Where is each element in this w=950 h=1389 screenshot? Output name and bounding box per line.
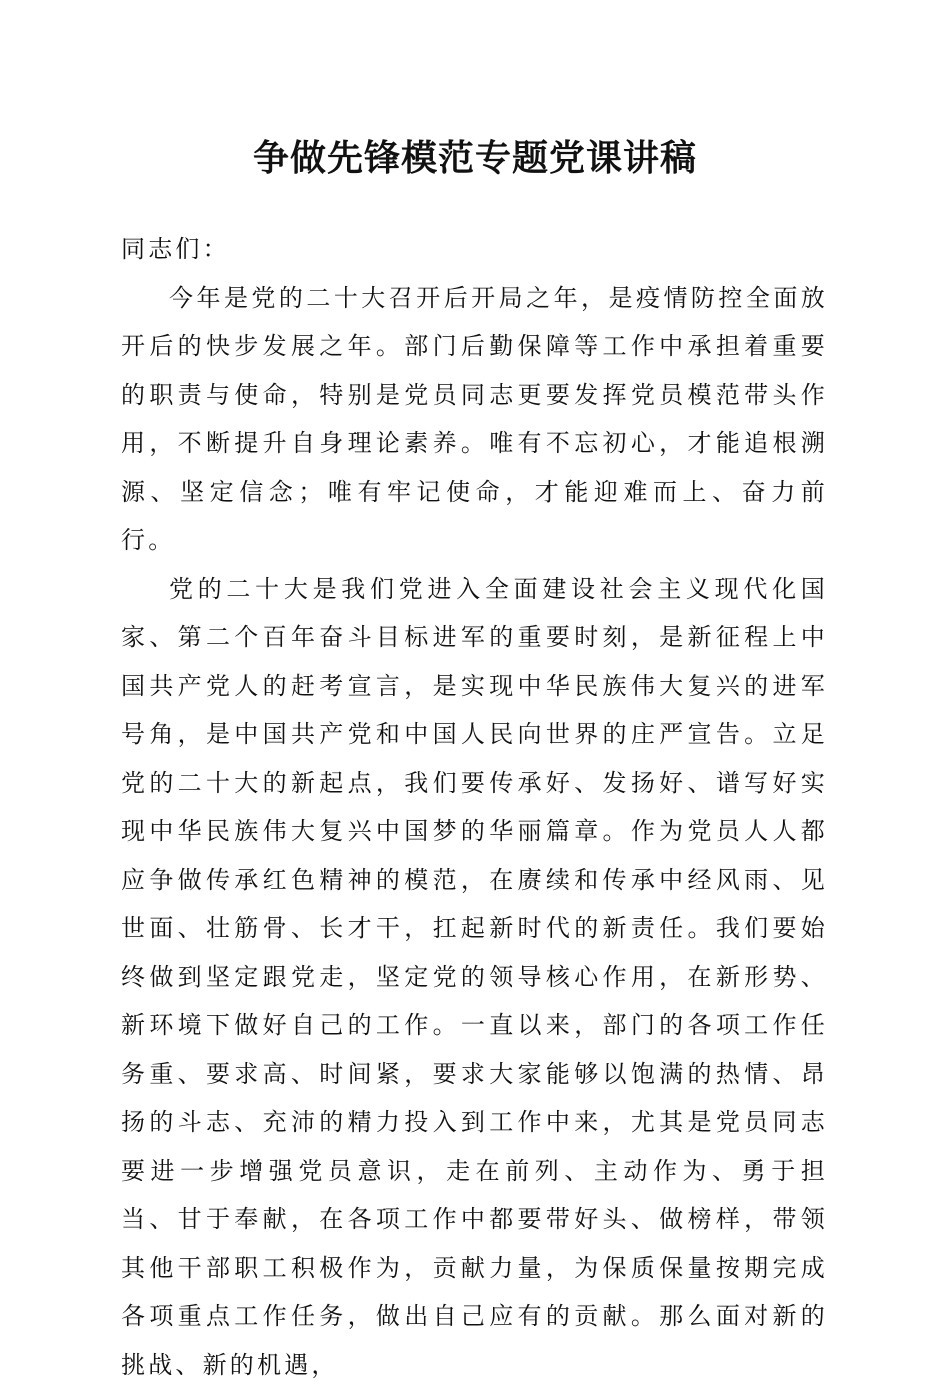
paragraph-2: 党的二十大是我们党进入全面建设社会主义现代化国家、第二个百年奋斗目标进军的重要时刻，是新征程上中国共产党人的赶考宣言，是实现中华民族伟大复兴的进军号角，是中国共产党和中国人民向世界的庄严宣告。立足党的二十大的新起点，我们要传承好、发扬好、谱写好实现中华民族伟大复兴中国梦的华丽篇章。作为党员人人都应争做传承红色精神的模范，在赓续和传承中经风雨、见世面、壮筋骨、长才干，扛起新时代的新责任。我们要始终做到坚定跟党走，坚定党的领导核心作用，在新形势、新环境下做好自己的工作。一直以来，部门的各项工作任务重、要求高、时间紧，要求大家能够以饱满的热情、昂扬的斗志、充沛的精力投入到工作中来，尤其是党员同志要进一步增强党员意识，走在前列、主动作为、勇于担当、甘于奉献，在各项工作中都要带好头、做榜样，带领其他干部职工积极作为，贡献力量，为保质保量按期完成各项重点工作任务，做出自己应有的贡献。那么面对新的挑战、新的机遇，	[121, 565, 828, 1389]
salutation: 同志们：	[121, 225, 828, 274]
document-body	[121, 225, 828, 1389]
paragraph-1: 今年是党的二十大召开后开局之年，是疫情防控全面放开后的快步发展之年。部门后勤保障等工作中承担着重要的职责与使命，特别是党员同志更要发挥党员模范带头作用，不断提升自身理论素养。唯有不忘初心，才能追根溯源、坚定信念；唯有牢记使命，才能迎难而上、奋力前行。	[121, 274, 828, 565]
document-title: 争做先锋模范专题党课讲稿	[0, 130, 950, 186]
